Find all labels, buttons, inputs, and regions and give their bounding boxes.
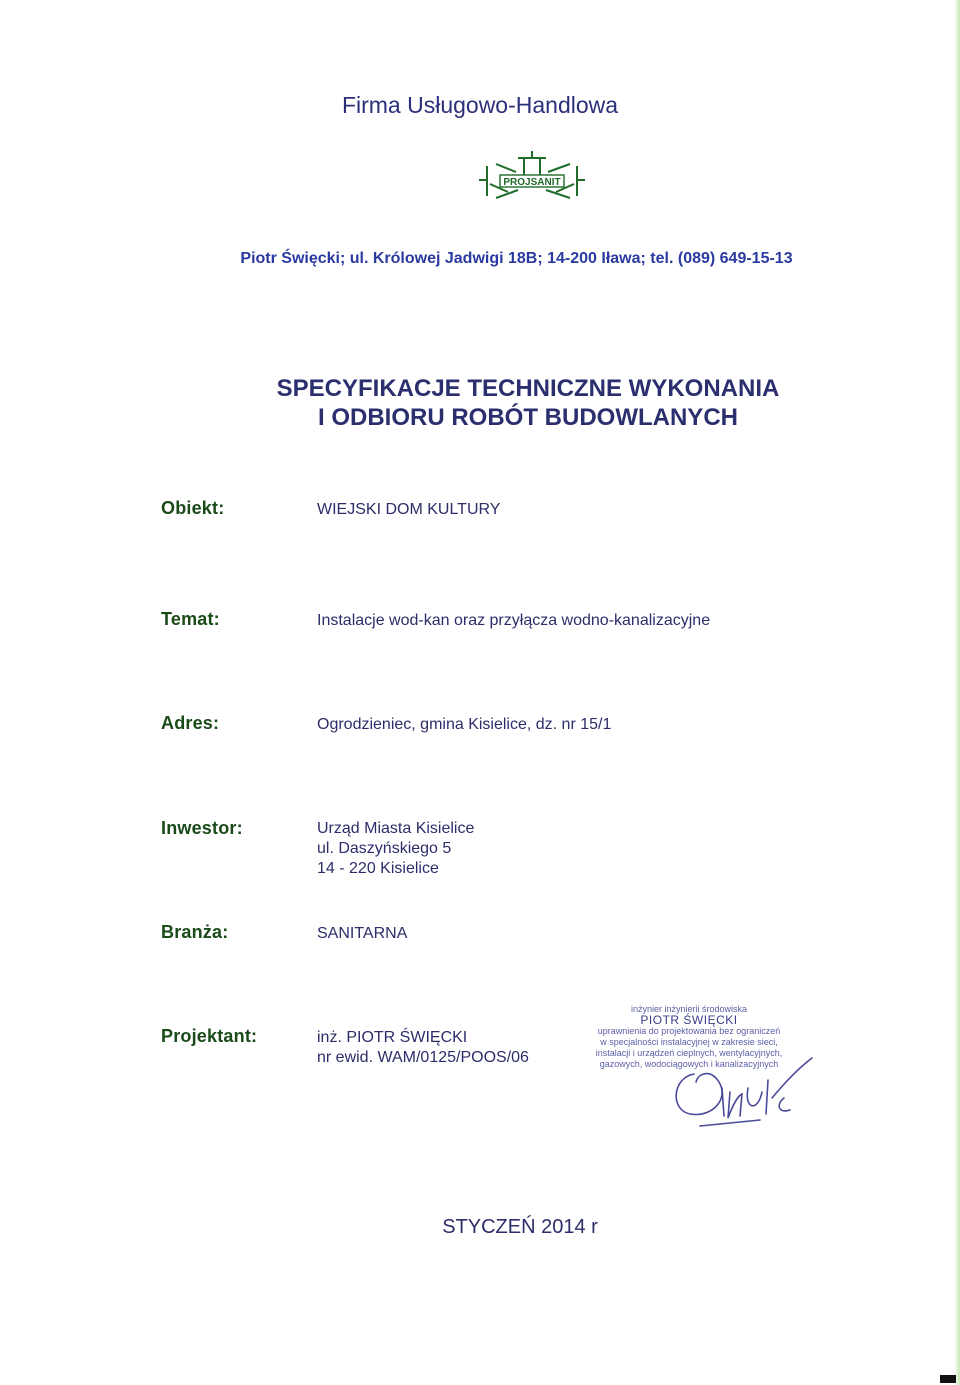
stamp-line: inżynier inżynierii środowiska xyxy=(630,1004,748,1014)
label-inwestor: Inwestor: xyxy=(161,818,243,838)
stamp-line: gazowych, wodociągowych i kanalizacyjnych xyxy=(599,1059,779,1069)
document-title-line-1: SPECYFIKACJE TECHNICZNE WYKONANIA xyxy=(276,375,780,402)
document-title-line-2: I ODBIORU ROBÓT BUDOWLANYCH xyxy=(318,404,738,431)
value-obiekt: WIEJSKI DOM KULTURY xyxy=(317,501,501,518)
inwestor-line: Urząd Miasta Kisielice xyxy=(317,820,475,837)
stamp-line: w specjalności instalacyjnej w zakresie sieci, xyxy=(600,1037,778,1047)
logo-text: PROJSANIT xyxy=(503,177,561,188)
value-branza: SANITARNA xyxy=(317,925,408,942)
label-adres: Adres: xyxy=(161,713,220,733)
label-projektant: Projektant: xyxy=(161,1026,258,1046)
contact-line: Piotr Święcki; ul. Królowej Jadwigi 18B; 14-200 Iława; tel. (089) 649-15-13 xyxy=(240,250,793,267)
value-projektant xyxy=(317,1028,529,1068)
scan-corner-mark xyxy=(940,1375,956,1383)
projektant-line: inż. PIOTR ŚWIĘCKI xyxy=(317,1029,468,1046)
label-temat: Temat: xyxy=(161,609,220,629)
handwritten-signature xyxy=(664,1052,814,1132)
label-branza: Branża: xyxy=(161,922,229,942)
projektant-line: nr ewid. WAM/0125/POOS/06 xyxy=(317,1049,529,1066)
value-adres: Ogrodzieniec, gmina Kisielice, dz. nr 15/1 xyxy=(317,716,612,733)
inwestor-line: ul. Daszyńskiego 5 xyxy=(317,840,452,857)
firm-name: Firma Usługowo-Handlowa xyxy=(341,92,619,118)
stamp-name: PIOTR ŚWIĘCKI xyxy=(640,1013,738,1027)
inwestor-line: 14 - 220 Kisielice xyxy=(317,860,439,877)
value-temat: Instalacje wod-kan oraz przyłącza wodno-kanalizacyjne xyxy=(317,612,711,629)
scan-edge-strip xyxy=(954,0,960,1385)
document-date: STYCZEŃ 2014 r xyxy=(442,1216,598,1238)
stamp-line: instalacji i urządzeń cieplnych, wentylacyjnych, xyxy=(595,1048,783,1058)
value-inwestor xyxy=(317,819,474,879)
label-obiekt: Obiekt: xyxy=(161,498,225,518)
stamp-line: uprawnienia do projektowania bez ograniczeń xyxy=(597,1026,781,1036)
projsanit-logo xyxy=(478,148,586,204)
